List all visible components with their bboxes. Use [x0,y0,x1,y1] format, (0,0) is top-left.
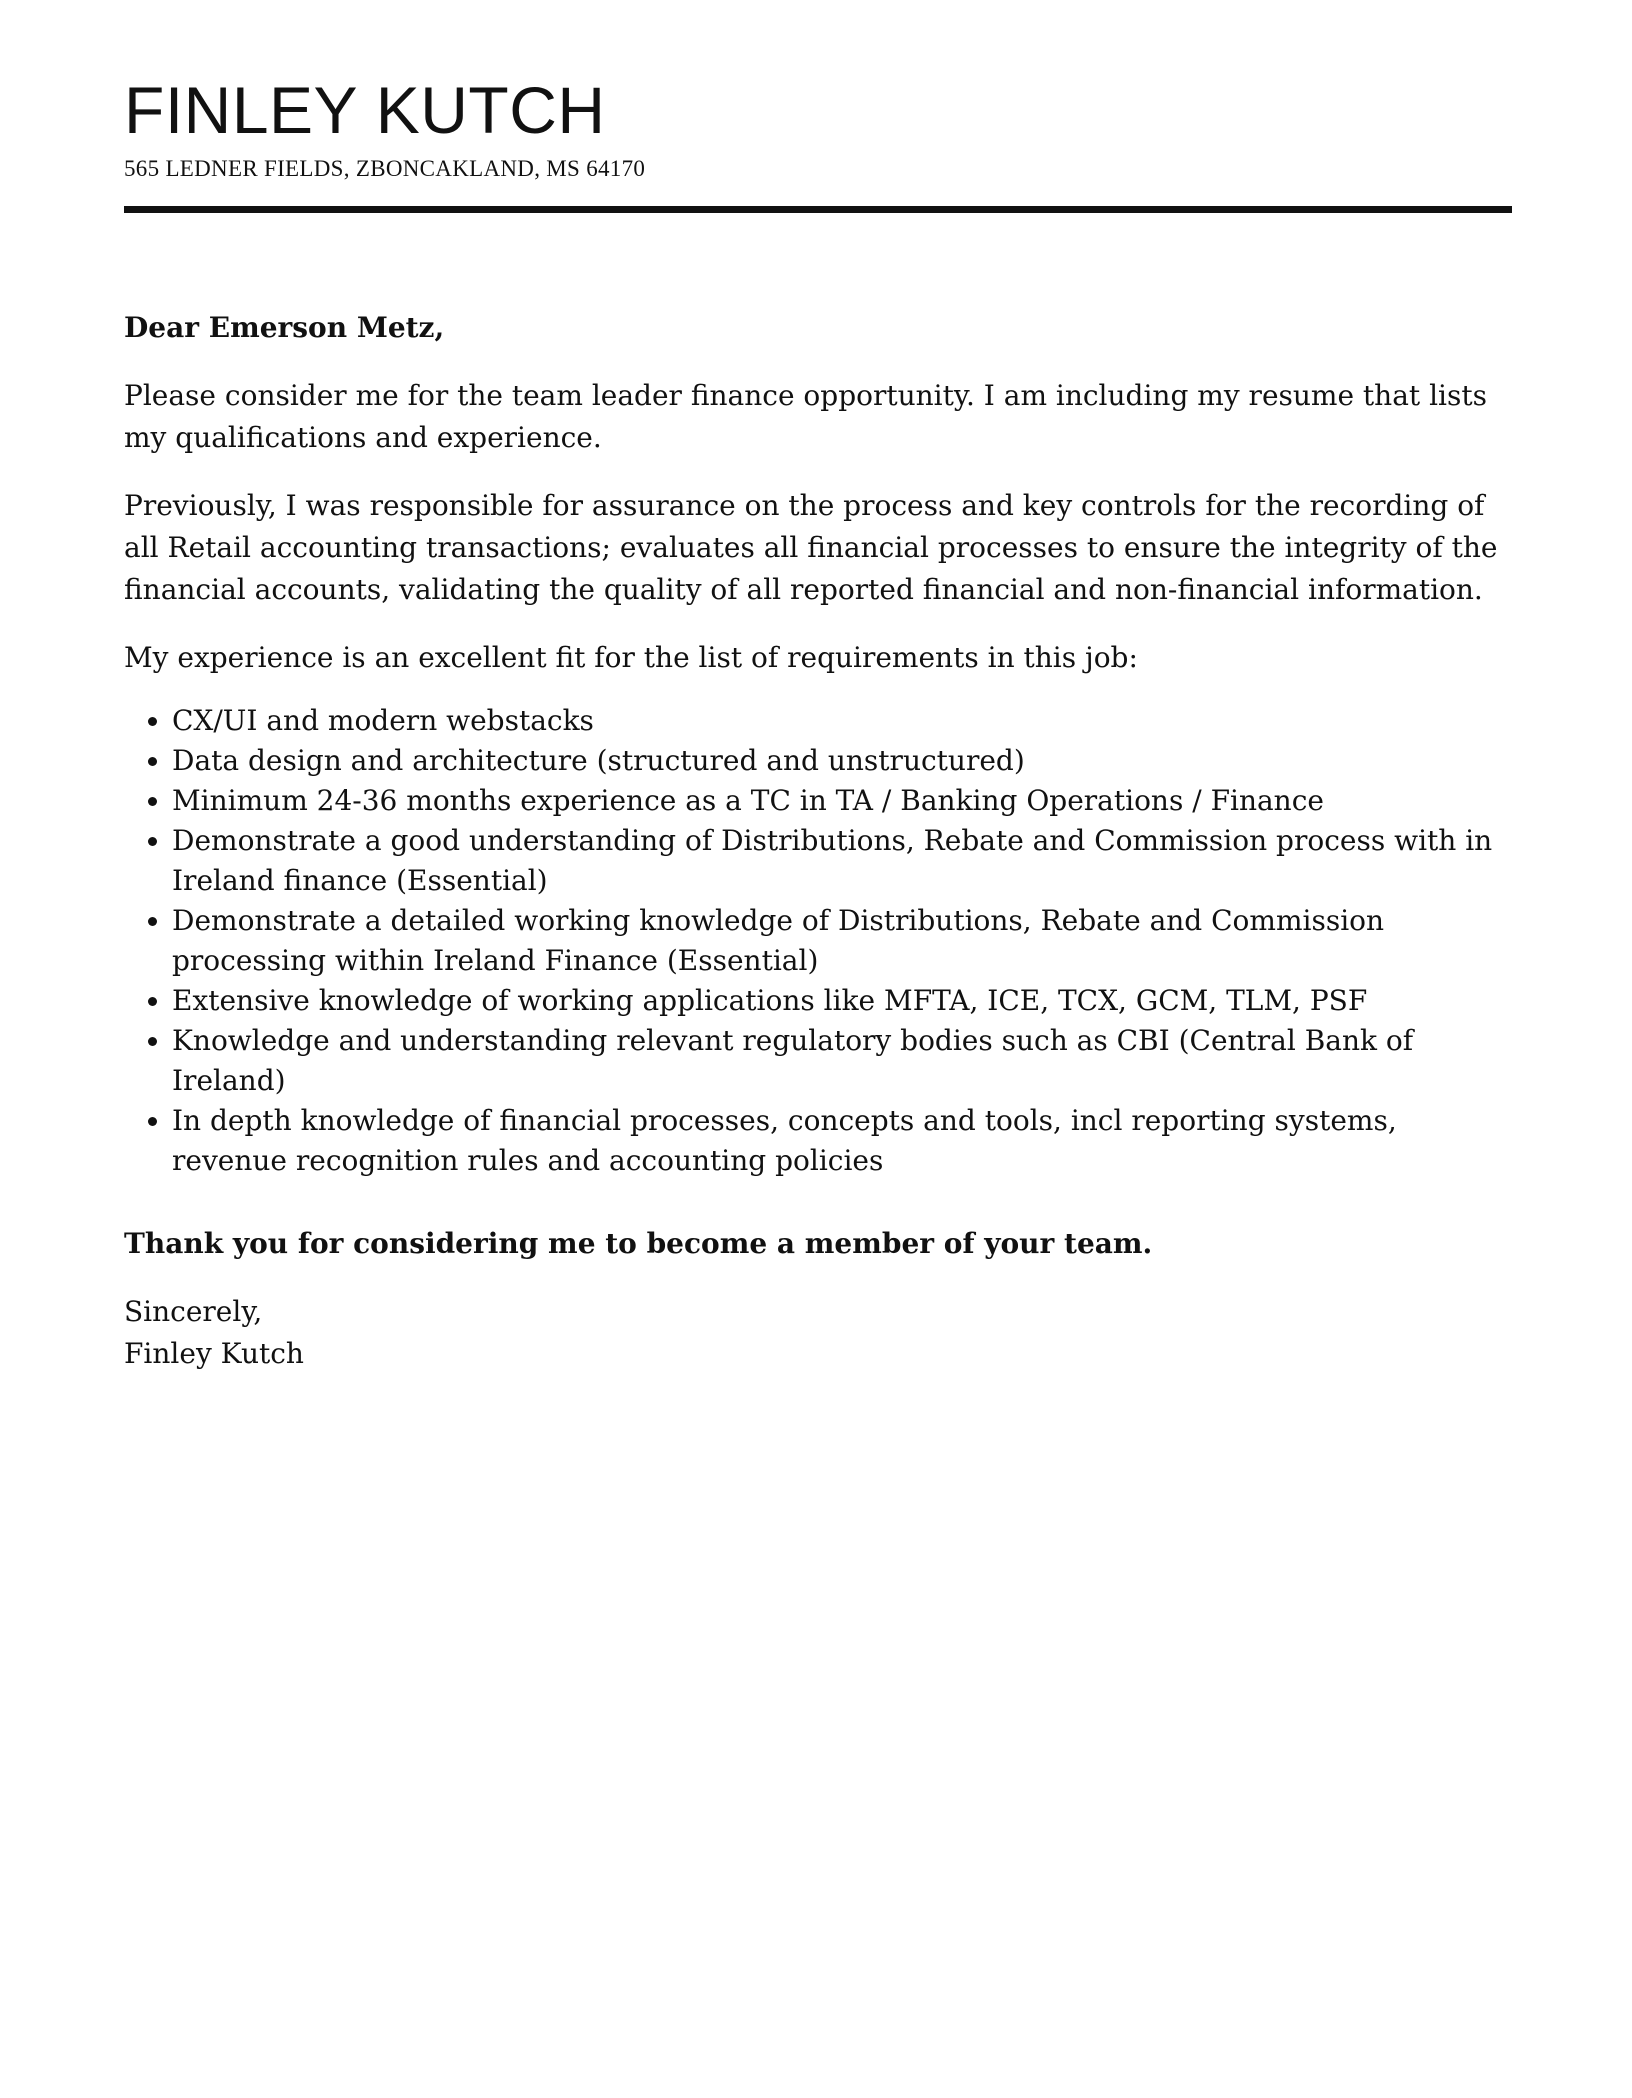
list-item: • Knowledge and understanding relevant regulatory bodies such as CBI (Central Bank of Ireland) [172,1021,1512,1101]
list-item: • Data design and architecture (structured and unstructured) [172,741,1512,781]
letter-body [124,307,1512,1375]
list-item: • CX/UI and modern webstacks [172,701,1512,741]
greeting: Dear Emerson Metz, [124,311,445,344]
cover-letter-page [124,0,1512,1375]
applicant-address: 565 LEDNER FIELDS, ZBONCAKLAND, MS 64170 [124,156,646,181]
paragraph-intro: Please consider me for the team leader finance opportunity. I am including my resume that lists my qualifications and experience. [124,379,1487,454]
paragraph-experience: Previously, I was responsible for assurance on the process and key controls for the recording of all Retail accounting transactions; evaluates all financial processes to ensure the integrity of the financial accounts, validating the quality of all reported financial and non-financial information. [124,489,1498,606]
list-item: • Minimum 24-36 months experience as a TC in TA / Banking Operations / Finance [172,781,1512,821]
list-item: • Demonstrate a good understanding of Distributions, Rebate and Commission process with in Ireland finance (Essential) [172,821,1512,901]
paragraph-requirements-intro: My experience is an excellent fit for the list of requirements in this job: [124,641,1138,674]
applicant-name: FINLEY KUTCH [124,73,606,147]
requirements-list [124,701,1512,1181]
thank-you-line: Thank you for considering me to become a member of your team. [124,1227,1153,1260]
list-item: • Demonstrate a detailed working knowledge of Distributions, Rebate and Commission processing within Ireland Finance (Essential) [172,901,1512,981]
list-item: • In depth knowledge of financial processes, concepts and tools, incl reporting systems, revenue recognition rules and accounting policies [172,1101,1512,1181]
header-divider [124,206,1512,213]
closing: Sincerely, [124,1295,263,1328]
list-item: • Extensive knowledge of working applications like MFTA, ICE, TCX, GCM, TLM, PSF [172,981,1512,1021]
signature: Finley Kutch [124,1337,304,1370]
